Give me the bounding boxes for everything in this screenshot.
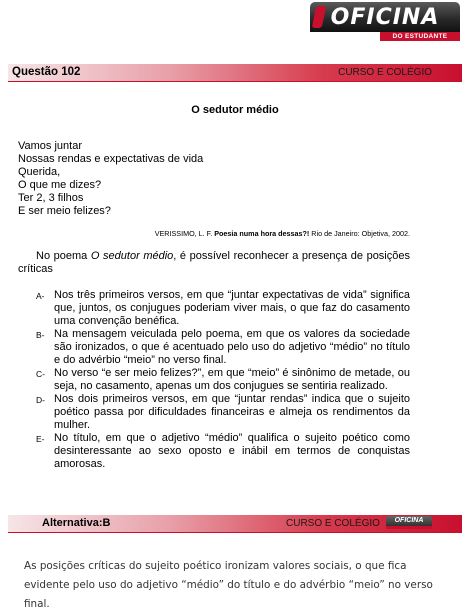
poem-line: E ser meio felizes? (18, 205, 111, 217)
option-b[interactable] (36, 328, 410, 367)
poem-citation (155, 229, 410, 238)
question-header-divider (8, 81, 462, 82)
correct-answer-label: Alternativa:B (42, 517, 111, 529)
option-letter: B- (36, 330, 45, 340)
answer-explanation: As posições críticas do sujeito poético ironizam valores sociais, o que fica evidente pelo uso do adjetivo “médio” do título e do advérbio “meio” no verso final. (24, 560, 433, 610)
stem-text-end: , é possível reconhecer a presença de posições críticas (18, 250, 410, 275)
option-letter: D- (36, 395, 45, 405)
mini-logo-text: OFICINA (394, 517, 424, 524)
mini-logo-accent (386, 526, 432, 529)
answer-source: CURSO E COLÉGIO (286, 518, 380, 529)
option-letter: C- (36, 369, 45, 379)
option-e[interactable] (36, 432, 410, 471)
option-letter: E- (36, 434, 45, 444)
option-text: Nos três primeiros versos, em que “juntar expectativas de vida” significa que, juntos, os conjugues poderiam viver mais, o que faz do casamento uma convenção benéfica. (54, 289, 410, 327)
poem-line: Vamos juntar (18, 140, 82, 152)
logo-subtitle: DO ESTUDANTE (380, 32, 460, 41)
logo-wordmark (310, 2, 460, 32)
question-source: CURSO E COLÉGIO (338, 67, 432, 78)
option-text: Na mensagem veiculada pelo poema, em que os valores da sociedade são ironizados, o que é acentuado pelo uso do adjetivo “médio” no título e do advérbio “meio” no verso final. (54, 328, 410, 366)
option-d[interactable] (36, 393, 410, 432)
poem-line: O que me dizes? (18, 179, 102, 191)
citation-author: VERISSIMO, L. F. (154, 229, 215, 238)
poem-line: Querida, (18, 166, 61, 178)
mini-oficina-logo (386, 516, 432, 529)
citation-book-title: Poesia numa hora dessas?! (214, 229, 310, 238)
logo-accent-mark (312, 6, 327, 28)
stem-poem-reference: O sedutor médio (90, 250, 174, 262)
question-stem (18, 250, 410, 276)
question-number: Questão 102 (12, 66, 81, 78)
option-text: No verso “e ser meio felizes?”, em que “meio” é sinônimo de metade, ou seja, no casamento, apenas um dos conjugues se sentiria realizado. (54, 367, 410, 392)
citation-publisher: Rio de Janeiro: Objetiva, 2002. (309, 229, 410, 238)
option-text: No título, em que o adjetivo “médio” qualifica o sujeito poético como desinteressante ao sexo oposto e inábil em termos de conquistas amorosas. (54, 432, 410, 470)
option-a[interactable] (36, 289, 410, 328)
answer-options (36, 289, 410, 471)
option-letter: A- (36, 291, 45, 301)
oficina-logo (310, 2, 460, 42)
logo-main-text: OFICINA (330, 4, 440, 30)
poem-title: O sedutor médio (191, 104, 279, 116)
stem-text-start: No poema (36, 250, 91, 262)
poem-line: Nossas rendas e expectativas de vida (18, 153, 204, 165)
answer-header-divider (8, 532, 462, 533)
option-c[interactable] (36, 367, 410, 393)
poem-line: Ter 2, 3 filhos (18, 192, 84, 204)
poem-text (18, 140, 203, 218)
option-text: Nos dois primeiros versos, em que “juntar rendas” indica que o sujeito poético passa por dificuldades financeiras e almeja os rendimentos da mulher. (54, 393, 410, 431)
